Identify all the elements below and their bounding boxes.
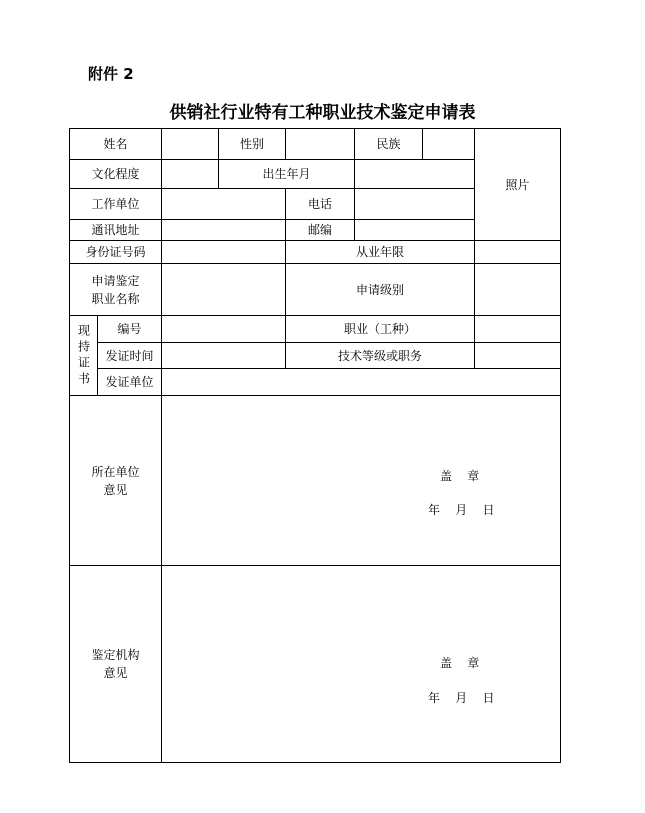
issue-date-field[interactable] bbox=[162, 343, 286, 369]
apply-level-label: 申请级别 bbox=[286, 264, 475, 316]
postcode-label: 邮编 bbox=[286, 220, 355, 241]
ethnicity-label: 民族 bbox=[355, 129, 423, 160]
years-in-industry-field[interactable] bbox=[475, 241, 561, 264]
issuer-field[interactable] bbox=[162, 369, 561, 396]
education-label: 文化程度 bbox=[70, 160, 162, 189]
birth-date-field[interactable] bbox=[355, 160, 475, 189]
tech-level-field[interactable] bbox=[475, 343, 561, 369]
current-cert-label bbox=[70, 316, 98, 396]
unit-opinion-label-line1: 所在单位 bbox=[91, 464, 140, 479]
name-field[interactable] bbox=[162, 129, 219, 160]
unit-opinion-label bbox=[70, 396, 162, 566]
cert-occupation-label: 职业（工种） bbox=[286, 316, 475, 343]
issuer-label: 发证单位 bbox=[98, 369, 162, 396]
application-form-table bbox=[69, 128, 561, 763]
unit-opinion-field[interactable] bbox=[162, 396, 561, 566]
form-title: 供销社行业特有工种职业技术鉴定申请表 bbox=[169, 103, 476, 123]
agency-opinion-label bbox=[70, 566, 162, 763]
birth-date-label: 出生年月 bbox=[219, 160, 355, 189]
agency-opinion-label-line1: 鉴定机构 bbox=[91, 648, 140, 662]
cert-number-label: 编号 bbox=[98, 316, 162, 343]
employer-label: 工作单位 bbox=[70, 189, 162, 220]
unit-opinion-label-line2: 意见 bbox=[103, 482, 128, 497]
apply-occupation-label bbox=[70, 264, 162, 316]
current-cert-label-text: 现持证书 bbox=[76, 323, 91, 388]
address-label: 通讯地址 bbox=[70, 220, 162, 241]
phone-label: 电话 bbox=[286, 189, 355, 220]
agency-opinion-label-line2: 意见 bbox=[103, 666, 128, 680]
address-field[interactable] bbox=[162, 220, 286, 241]
cert-occupation-field[interactable] bbox=[475, 316, 561, 343]
name-label: 姓名 bbox=[70, 129, 162, 160]
attachment-label: 附件 2 bbox=[88, 65, 134, 83]
gender-field[interactable] bbox=[286, 129, 355, 160]
gender-label: 性别 bbox=[219, 129, 286, 160]
years-in-industry-label: 从业年限 bbox=[286, 241, 475, 264]
id-number-label: 身份证号码 bbox=[70, 241, 162, 264]
apply-occupation-field[interactable] bbox=[162, 264, 286, 316]
apply-occupation-label-line1: 申请鉴定 bbox=[91, 273, 140, 288]
education-field[interactable] bbox=[162, 160, 219, 189]
issue-date-label: 发证时间 bbox=[98, 343, 162, 369]
unit-date-label: 年 月 日 bbox=[428, 503, 495, 517]
employer-field[interactable] bbox=[162, 189, 286, 220]
agency-seal-label: 盖 章 bbox=[440, 656, 480, 670]
postcode-field[interactable] bbox=[355, 220, 475, 241]
id-number-field[interactable] bbox=[162, 241, 286, 264]
photo-box[interactable]: 照片 bbox=[475, 129, 561, 241]
ethnicity-field[interactable] bbox=[423, 129, 475, 160]
apply-occupation-label-line2: 职业名称 bbox=[91, 291, 140, 306]
tech-level-label: 技术等级或职务 bbox=[286, 343, 475, 369]
agency-date-label: 年 月 日 bbox=[428, 691, 495, 705]
cert-number-field[interactable] bbox=[162, 316, 286, 343]
agency-opinion-field[interactable] bbox=[162, 566, 561, 763]
unit-seal-label: 盖 章 bbox=[440, 469, 480, 483]
apply-level-field[interactable] bbox=[475, 264, 561, 316]
phone-field[interactable] bbox=[355, 189, 475, 220]
